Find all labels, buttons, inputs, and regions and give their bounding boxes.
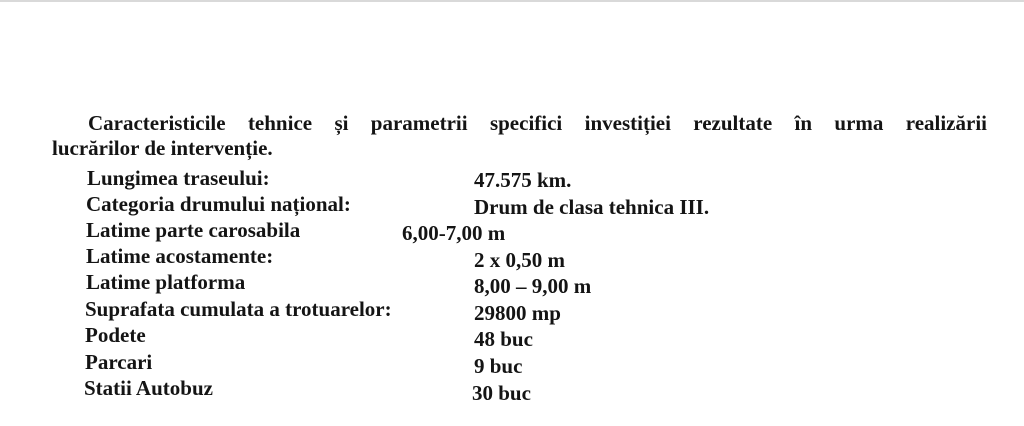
value-lungimea-traseului: 47.575 km. xyxy=(474,168,572,192)
value-podete: 48 buc xyxy=(474,327,533,351)
value-latime-acostamente: 2 x 0,50 m xyxy=(474,248,565,272)
value-statii-autobuz: 30 buc xyxy=(472,381,531,405)
label-latime-acostamente: Latime acostamente: xyxy=(86,244,274,268)
label-parcari: Parcari xyxy=(85,350,153,374)
value-latime-parte-carosabila: 6,00-7,00 m xyxy=(402,221,506,245)
value-categoria-drumului: Drum de clasa tehnica III. xyxy=(474,195,710,219)
value-latime-platforma: 8,00 – 9,00 m xyxy=(474,274,592,298)
value-parcari: 9 buc xyxy=(474,354,523,378)
label-latime-platforma: Latime platforma xyxy=(86,270,246,294)
label-categoria-drumului: Categoria drumului național: xyxy=(86,192,351,216)
label-podete: Podete xyxy=(85,323,146,347)
label-statii-autobuz: Statii Autobuz xyxy=(84,376,213,400)
heading-line-1: Caracteristicile tehnice și parametrii specifici investiției rezultate în urma realizării xyxy=(88,111,987,135)
label-latime-parte-carosabila: Latime parte carosabila xyxy=(86,218,301,242)
label-lungimea-traseului: Lungimea traseului: xyxy=(87,166,270,190)
section-heading xyxy=(52,111,987,161)
heading-line-2: lucrărilor de intervenție. xyxy=(52,136,273,160)
label-suprafata-trotuarelor: Suprafata cumulata a trotuarelor: xyxy=(85,297,392,321)
value-suprafata-trotuarelor: 29800 mp xyxy=(474,301,561,325)
